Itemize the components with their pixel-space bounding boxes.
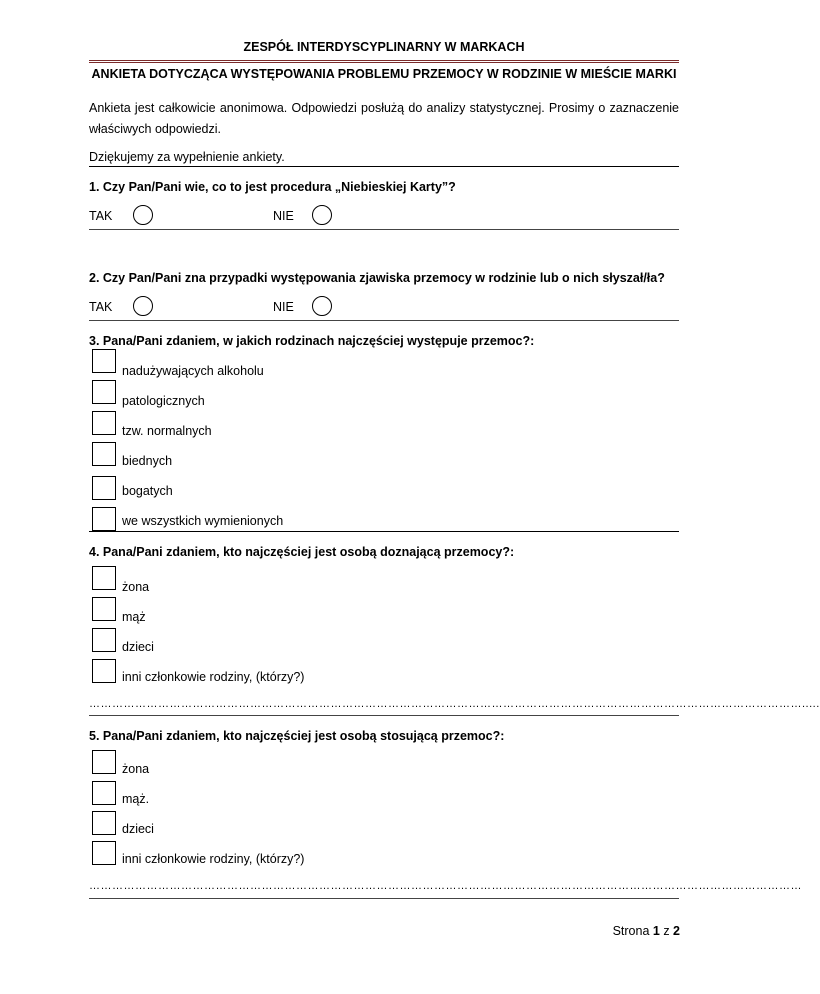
thanks-text: Dziękujemy za wypełnienie ankiety. [89,150,285,164]
q5-option-label: dzieci [122,822,154,836]
q3-divider [89,531,679,532]
q2-yes-label: TAK [89,300,113,314]
q4-option-checkbox[interactable] [92,597,116,621]
q3-option-label: patologicznych [122,394,205,408]
intro-text: Ankieta jest całkowicie anonimowa. Odpowiedzi posłużą do analizy statystycznej. Prosimy o zaznaczenie właściwych odpowiedzi. [89,101,679,136]
question-5: 5. Pana/Pani zdaniem, kto najczęściej jest osobą stosującą przemoc?: [89,729,505,743]
q5-answer-line[interactable]: …………………………………………………………………………………………………………………………………………………………………… [89,880,802,892]
q2-no-label: NIE [273,300,294,314]
q3-option-label: biednych [122,454,173,468]
q1-yes-label: TAK [89,209,113,223]
q3-option-checkbox[interactable] [92,380,116,404]
q3-option-checkbox[interactable] [92,411,116,435]
page-number [613,924,680,938]
q4-option-label: mąż [122,610,146,624]
survey-title: ANKIETA DOTYCZĄCA WYSTĘPOWANIA PROBLEMU PRZEMOCY W RODZINIE W MIEŚCIE MARKI [91,67,677,81]
q5-option-checkbox[interactable] [92,841,116,865]
q4-option-label: żona [122,580,150,594]
q2-no-radio[interactable] [312,296,332,316]
q5-option-label: żona [122,762,150,776]
q3-option-label: tzw. normalnych [122,424,212,438]
page-prefix: Strona [612,924,653,938]
organization-name: ZESPÓŁ INTERDYSCYPLINARNY W MARKACH [243,40,525,54]
question-3: 3. Pana/Pani zdaniem, w jakich rodzinach najczęściej występuje przemoc?: [89,334,535,348]
page-separator: z [659,924,674,938]
q5-option-label: inni członkowie rodziny, (którzy?) [122,852,305,866]
q4-option-checkbox[interactable] [92,628,116,652]
intro-divider [89,166,679,167]
q4-divider [89,715,679,716]
q1-no-radio[interactable] [312,205,332,225]
q4-answer-line[interactable]: ……………………………………………………………………………………………………………………………………………………………………..... [89,698,820,710]
q4-option-checkbox[interactable] [92,566,116,590]
q2-yes-radio[interactable] [133,296,153,316]
q5-option-checkbox[interactable] [92,781,116,805]
question-1: 1. Czy Pan/Pani wie, co to jest procedura „Niebieskiej Karty”? [89,180,456,194]
q3-option-checkbox[interactable] [92,442,116,466]
question-4: 4. Pana/Pani zdaniem, kto najczęściej jest osobą doznającą przemocy?: [89,545,515,559]
q1-divider [89,229,679,230]
q3-option-label: we wszystkich wymienionych [122,514,284,528]
q3-option-checkbox[interactable] [92,507,116,531]
q2-divider [89,320,679,321]
question-2: 2. Czy Pan/Pani zna przypadki występowania zjawiska przemocy w rodzinie lub o nich słyszał/ła? [89,271,665,285]
q3-option-checkbox[interactable] [92,476,116,500]
header-divider [89,60,679,63]
q3-option-checkbox[interactable] [92,349,116,373]
q1-no-label: NIE [273,209,294,223]
q5-option-checkbox[interactable] [92,811,116,835]
q5-option-label: mąż. [122,792,150,806]
q4-option-label: inni członkowie rodziny, (którzy?) [122,670,305,684]
current-page: 1 [652,924,660,938]
q5-divider [89,898,679,899]
total-pages: 2 [673,924,680,938]
q4-option-checkbox[interactable] [92,659,116,683]
q4-option-label: dzieci [122,640,154,654]
q3-option-label: nadużywających alkoholu [122,364,264,378]
q5-option-checkbox[interactable] [92,750,116,774]
q3-option-label: bogatych [122,484,173,498]
q1-yes-radio[interactable] [133,205,153,225]
